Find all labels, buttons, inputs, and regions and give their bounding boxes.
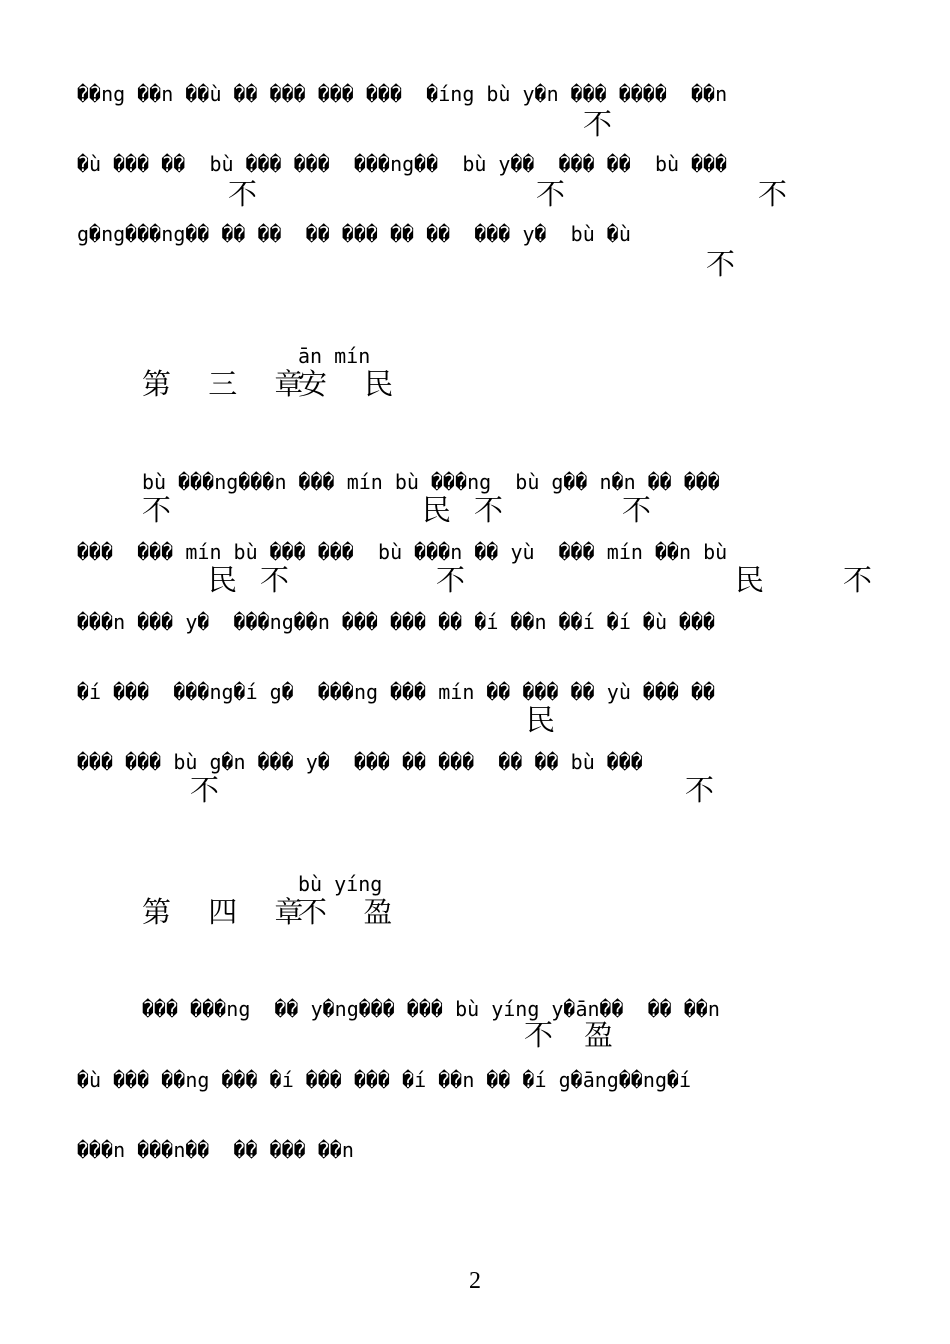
pinyin-row: �ù ��� ��ng ��� �í ��� ��� �í ��n �� �í g�āng��ng�í bbox=[77, 1068, 692, 1092]
text-line-6 bbox=[0, 608, 950, 668]
pinyin-row: ���n ��� y� ���ng��n ��� ��� �� �í ��n ��í �í �ù ��� bbox=[77, 610, 716, 634]
text-line-9 bbox=[0, 995, 950, 1055]
hanzi-char: 不 bbox=[436, 563, 466, 597]
hanzi-char: 不 bbox=[190, 773, 220, 807]
chapter-title: 不 盈 bbox=[298, 895, 399, 929]
hanzi-char: 民 bbox=[208, 563, 238, 597]
hanzi-char: 民 bbox=[735, 563, 765, 597]
chapter-number: 第 三 章 bbox=[142, 367, 318, 401]
chapter-4-heading bbox=[0, 872, 950, 932]
pinyin-row: ��� ���ng �� y�ng��� ��� bù yíng y�ān�� �� ��n bbox=[142, 997, 720, 1021]
text-line-7 bbox=[0, 678, 950, 738]
hanzi-char: 不 bbox=[843, 563, 873, 597]
text-line-2 bbox=[0, 150, 950, 210]
hanzi-char: 不 bbox=[706, 247, 736, 281]
chapter-title-pinyin: ān mín bbox=[298, 344, 371, 368]
pinyin-row: ��� ��� mín bù ��� ��� bù ���n �� yù ��� mín ��n bù bbox=[77, 540, 728, 564]
chapter-title: 安 民 bbox=[298, 367, 408, 401]
page-number: 2 bbox=[469, 1268, 481, 1294]
hanzi-char: 不 bbox=[536, 177, 566, 211]
hanzi-char: 不 bbox=[228, 177, 258, 211]
hanzi-char: 不 bbox=[524, 1018, 554, 1052]
chapter-number: 第 四 章 bbox=[142, 895, 318, 929]
hanzi-char: 盈 bbox=[584, 1018, 614, 1052]
pinyin-row: ��� ��� bù g�n ��� y� ��� �� ��� �� �� bù ��� bbox=[77, 750, 643, 774]
chapter-title-pinyin: bù yíng bbox=[298, 872, 383, 896]
pinyin-row: g�ng���ng�� �� �� �� ��� �� �� ��� y� bù �ù bbox=[77, 222, 631, 246]
text-line-11 bbox=[0, 1136, 950, 1196]
text-line-10 bbox=[0, 1066, 950, 1126]
hanzi-char: 不 bbox=[260, 563, 290, 597]
hanzi-char: 民 bbox=[526, 703, 556, 737]
pinyin-row: �í ��� ���ng�í g� ���ng ��� mín �� ��� �� yù ��� �� bbox=[77, 680, 716, 704]
hanzi-char: 不 bbox=[474, 493, 504, 527]
hanzi-char: 不 bbox=[583, 107, 613, 141]
hanzi-char: 不 bbox=[142, 493, 172, 527]
pinyin-row: ���n ���n�� �� ��� ��n bbox=[77, 1138, 354, 1162]
hanzi-char: 不 bbox=[758, 177, 788, 211]
pinyin-row: bù ���ng���n ��� mín bù ���ng bù g�� n�n �� ��� bbox=[142, 470, 720, 494]
pinyin-row: ��ng ��n ��ù �� ��� ��� ��� �íng bù y�n ��� ���� ��n bbox=[77, 82, 728, 106]
hanzi-char: 不 bbox=[622, 493, 652, 527]
pinyin-row: �ù ��� �� bù ��� ��� ���ng�� bù y�� ��� �� bù ��� bbox=[77, 152, 728, 176]
hanzi-char: 不 bbox=[685, 773, 715, 807]
text-line-5 bbox=[0, 538, 950, 598]
text-line-8 bbox=[0, 748, 950, 808]
hanzi-char: 民 bbox=[422, 493, 452, 527]
chapter-3-heading bbox=[0, 344, 950, 404]
text-line-1 bbox=[0, 80, 950, 140]
text-line-4 bbox=[0, 468, 950, 528]
text-line-3 bbox=[0, 220, 950, 280]
